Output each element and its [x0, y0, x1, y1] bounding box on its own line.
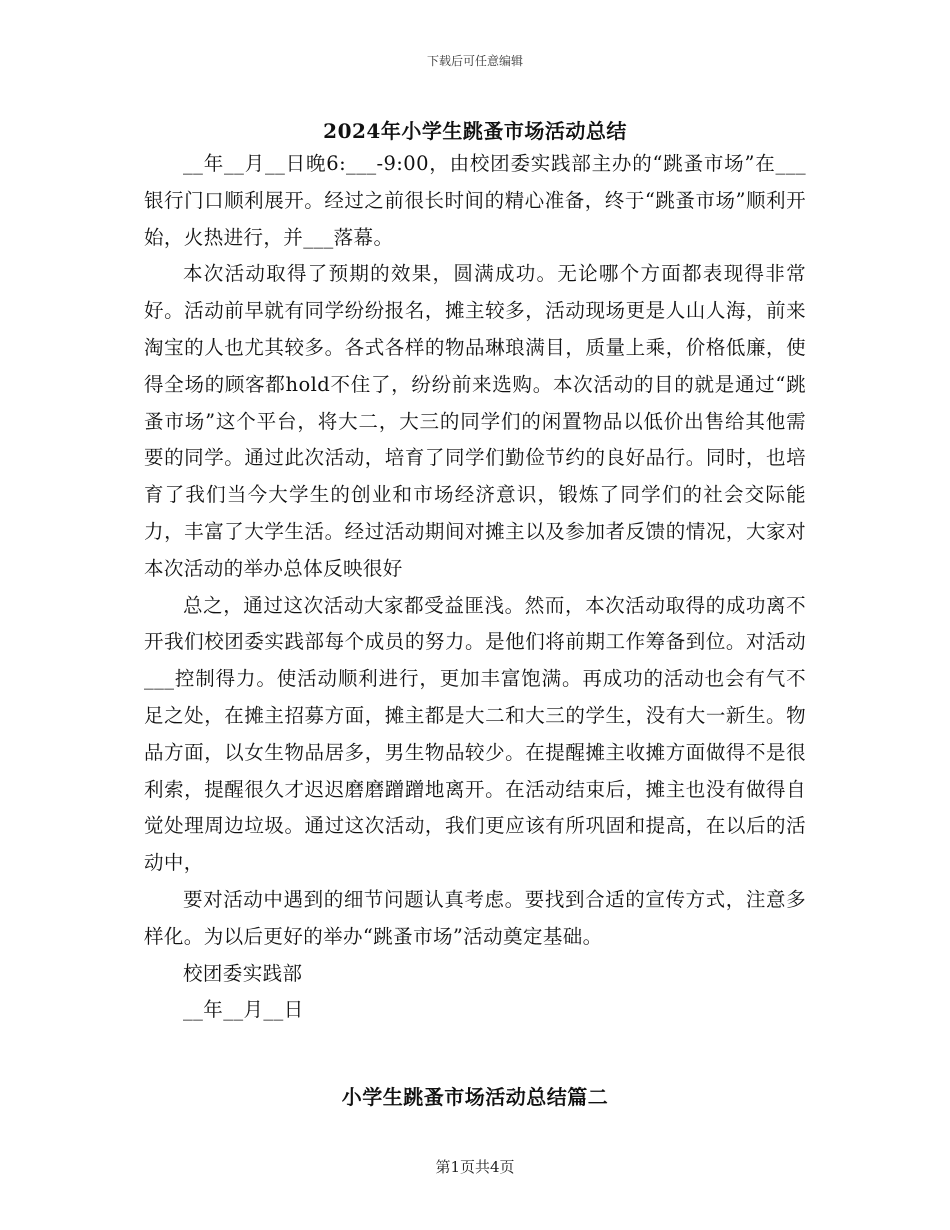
signature-department: 校团委实践部 [183, 961, 303, 985]
paragraph-summary: 总之，通过这次活动大家都受益匪浅。然而，本次活动取得的成功离不开我们校团委实践部每个成员的努力。是他们将前期工作筹备到位。对活动___控制得力。使活动顺利进行，更加丰富饱满。再成功的活动也会有气不足之处，在摊主招募方面，摊主都是大二和大三的学生，没有大一新生。物品方面，以女生物品居多，男生物品较少。在提醒摊主收摊方面做得不是很利索，提醒很久才迟迟磨磨蹭蹭地离开。在活动结束后，摊主也没有做得自觉处理周边垃圾。通过这次活动，我们更应该有所巩固和提高，在以后的活动中， [144, 593, 806, 875]
document-body [144, 146, 806, 1029]
signature-date: __年__月__日 [183, 998, 304, 1022]
paragraph-results: 本次活动取得了预期的效果，圆满成功。无论哪个方面都表现得非常好。活动前早就有同学纷纷报名，摊主较多，活动现场更是人山人海，前来淘宝的人也尤其较多。各式各样的物品琳琅满目，质量上乘，价格低廉，使得全场的顾客都hold不住了，纷纷前来选购。本次活动的目的就是通过“跳蚤市场”这个平台，将大二，大三的同学们的闲置物品以低价出售给其他需要的同学。通过此次活动，培育了同学们勤俭节约的良好品行。同时，也培育了我们当今大学生的创业和市场经济意识，锻炼了同学们的社会交际能力，丰富了大学生活。经过活动期间对摊主以及参加者反馈的情况，大家对本次活动的举办总体反映很好 [144, 262, 806, 580]
document-title: 2024年小学生跳蚤市场活动总结 [323, 119, 627, 143]
paragraph-intro: __年__月__日晚6:___-9:00，由校团委实践部主办的“跳蚤市场”在___银行门口顺利展开。经过之前很长时间的精心准备，终于“跳蚤市场”顺利开始，火热进行，并___落幕。 [144, 152, 806, 249]
section-title-part-two: 小学生跳蚤市场活动总结篇二 [341, 1085, 609, 1109]
page-number-footer: 第1页共4页 [435, 1158, 515, 1176]
paragraph-conclusion: 要对活动中遇到的细节问题认真考虑。要找到合适的宣传方式，注意多样化。为以后更好的举办“跳蚤市场”活动奠定基础。 [144, 887, 806, 948]
page-header-note: 下载后可任意编辑 [426, 54, 523, 68]
